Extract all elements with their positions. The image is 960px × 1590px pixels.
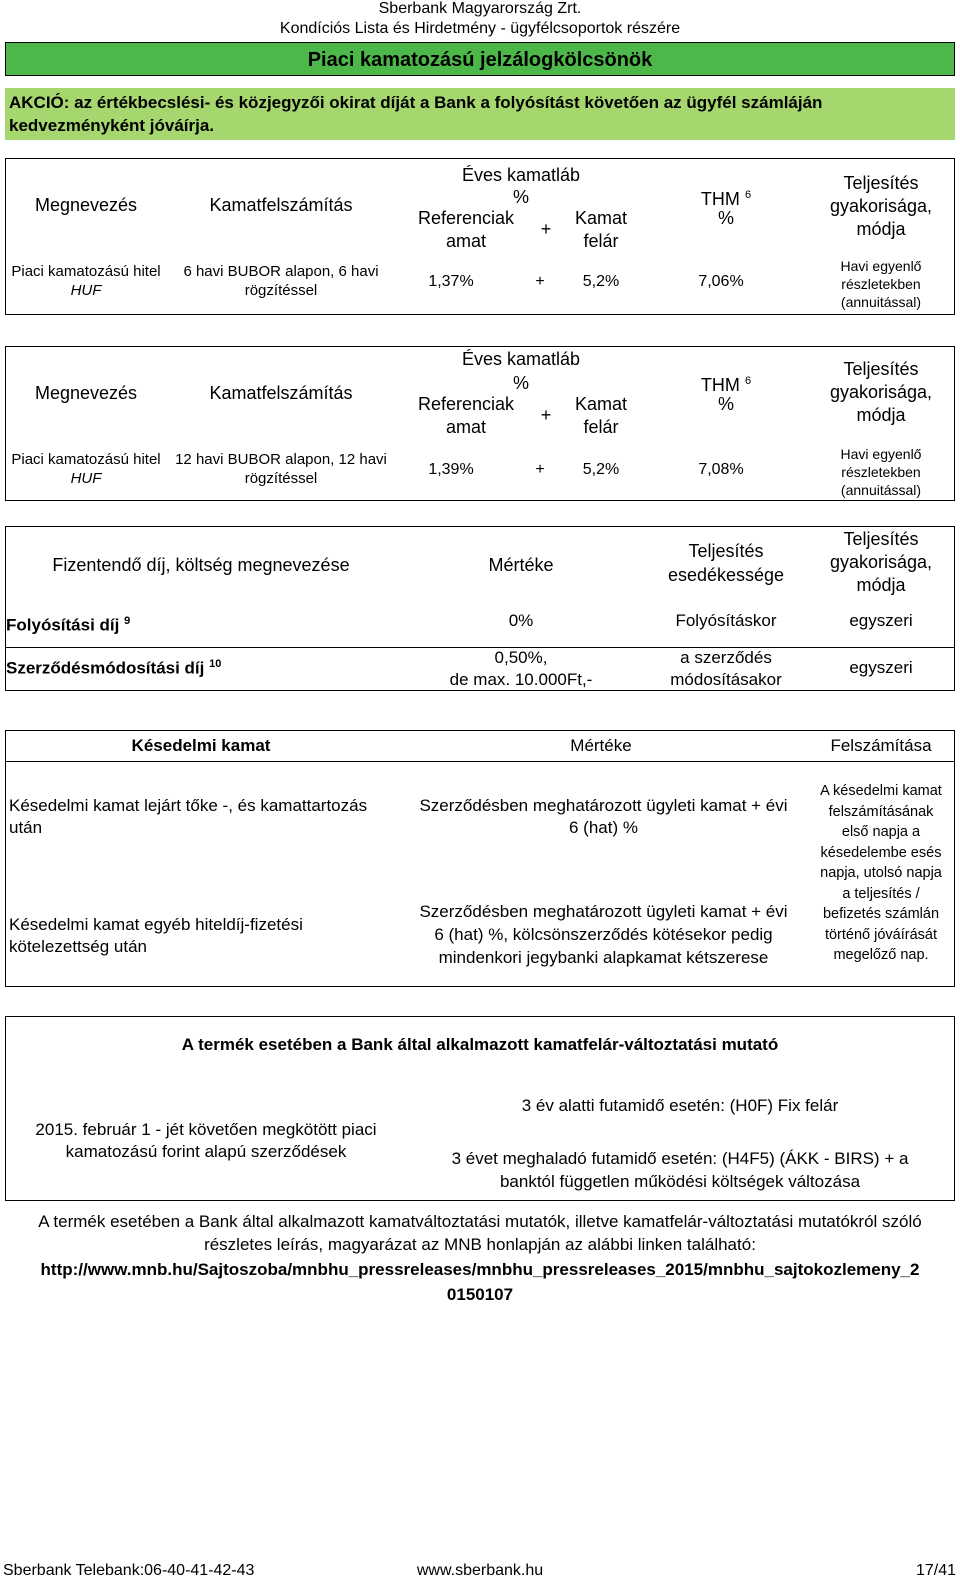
fee-due: a szerződés [680, 648, 772, 667]
header-fulfil-1: Teljesítés [843, 173, 919, 193]
document-subtitle: Kondíciós Lista és Hirdetmény - ügyfélcsoportok részére [279, 20, 681, 37]
late-calc-line: késedelembe esés [820, 844, 942, 861]
fees-header-freq-1: Teljesítés [843, 529, 919, 549]
fee-amount-cap: de max. 10.000Ft,- [449, 670, 593, 689]
header-thm: THM [700, 189, 740, 209]
late-calc-line: megelőző nap. [833, 947, 929, 963]
late-calc-line: napja, utolsó napja [820, 865, 942, 881]
calc-method-2: rögzítéssel [244, 282, 318, 299]
header-percent: % [512, 373, 529, 393]
late-row-2-amount-3: mindenkori jegybanki alapkamat kétszerese [438, 948, 769, 967]
company-name: Sberbank Magyarország Zrt. [378, 0, 582, 17]
fulfil-value-3: (annuitással) [840, 294, 922, 310]
indicator-title: A termék esetében a Bank által alkalmazott kamatfelár-változtatási mutató [181, 1035, 779, 1054]
thm-value: 7,06% [698, 273, 744, 290]
margin-value: 5,2% [582, 461, 620, 478]
ref-rate-value: 1,39% [428, 461, 474, 478]
indicator-right-1: 3 év alatti futamidő esetén: (H0F) Fix felár [521, 1096, 839, 1115]
fees-header-due-1: Teljesítés [688, 541, 764, 561]
late-header-amount: Mértéke [570, 736, 632, 755]
header-margin-1: Kamat [574, 208, 628, 228]
header-thm: THM [700, 375, 740, 395]
indicator-left-1: 2015. február 1 - jét követően megkötött piaci [35, 1120, 377, 1139]
late-calc-line: befizetés számlán [822, 906, 940, 922]
header-fulfil-3: módja [856, 405, 906, 425]
footnote-line-1: A termék esetében a Bank által alkalmazott kamatváltoztatási mutatók, illetve kamatfelár-változtatási mutatókról szóló [38, 1212, 922, 1231]
header-calc: Kamatfelszámítás [209, 195, 353, 215]
header-plus: + [540, 219, 552, 239]
footer-web[interactable]: www.sberbank.hu [416, 1562, 544, 1579]
header-thm-note: 6 [744, 189, 752, 201]
header-ref-rate-2: amat [445, 417, 487, 437]
product-currency: HUF [70, 282, 102, 299]
late-row-1-amount-2: 6 (hat) % [569, 818, 638, 837]
late-calc-line: felszámításának [828, 803, 934, 820]
section-title: Piaci kamatozású jelzálogkölcsönök [307, 49, 653, 71]
late-header-calc: Felszámítása [830, 736, 932, 755]
promo-line-2: kedvezményként jóváírja. [9, 116, 215, 135]
header-thm-percent: % [717, 394, 734, 414]
late-calc-line: első napja a [841, 824, 921, 840]
late-calc-line: A késedelmi kamat [820, 783, 942, 799]
header-fulfil-2: gyakorisága, [829, 196, 933, 216]
fulfil-value-1: Havi egyenlő [840, 446, 922, 462]
fees-header-freq-3: módja [856, 575, 906, 595]
promo-line-1: AKCIÓ: az értékbecslési- és közjegyzői okirat díját a Bank a folyósítást követően az ügyfél számláján [9, 93, 823, 112]
fees-header-due-2: esedékessége [667, 565, 785, 585]
late-calc-text [806, 781, 956, 966]
header-ref-rate-2: amat [445, 231, 487, 251]
fees-header-amount: Mértéke [488, 555, 554, 575]
footnote-line-2: részletes leírás, magyarázat az MNB honlapján az alábbi linken található: [204, 1235, 756, 1254]
header-calc: Kamatfelszámítás [209, 383, 353, 403]
indicator-right-2: 3 évet meghaladó futamidő esetén: (H4F5) (ÁKK - BIRS) + a [451, 1149, 909, 1168]
mnb-link-1[interactable]: http://www.mnb.hu/Sajtoszoba/mnbhu_pressreleases/mnbhu_pressreleases_2015/mnbhu_sajtokozlemeny_2 [40, 1260, 920, 1279]
footer-phone: Sberbank Telebank:06-40-41-42-43 [3, 1562, 255, 1579]
fee-amount: 0% [508, 611, 534, 630]
late-row-2-amount-1: Szerződésben meghatározott ügyleti kamat + évi [419, 902, 788, 921]
late-row-1-amount-1: Szerződésben meghatározott ügyleti kamat + évi [419, 796, 788, 815]
promo-banner [5, 88, 955, 140]
header-thm-note: 6 [744, 375, 752, 387]
fulfil-value-1: Havi egyenlő [840, 258, 922, 274]
calc-method-1: 12 havi BUBOR alapon, 12 havi [175, 451, 387, 468]
section-title-bar [5, 42, 955, 76]
header-thm-percent: % [717, 208, 734, 228]
product-currency: HUF [70, 470, 102, 487]
header-name: Megnevezés [34, 383, 138, 403]
fulfil-value-2: részletekben [841, 276, 921, 292]
header-fulfil-3: módja [856, 219, 906, 239]
late-row-1-name-1: Késedelmi kamat lejárt tőke -, és kamattartozás [9, 796, 368, 815]
late-row-2-amount-2: 6 (hat) %, kölcsönszerződés kötésekor pedig [434, 925, 773, 944]
header-name: Megnevezés [34, 195, 138, 215]
rate-table-12m [5, 346, 955, 501]
product-name-1: Piaci kamatozású hitel [11, 451, 161, 468]
header-margin-2: felár [583, 231, 619, 251]
fee-frequency: egyszeri [849, 611, 913, 630]
late-header-divider [6, 761, 954, 762]
calc-method-2: rögzítéssel [244, 470, 318, 487]
thm-value: 7,08% [698, 461, 744, 478]
ref-rate-value: 1,37% [428, 273, 474, 290]
fee-note: 10 [209, 658, 222, 670]
fees-header-name: Fizentendő díj, költség megnevezése [52, 555, 350, 575]
fulfil-value-3: (annuitással) [840, 482, 922, 498]
header-fulfil-1: Teljesítés [843, 359, 919, 379]
margin-indicator-table [5, 1016, 955, 1201]
fee-due: Folyósításkor [675, 611, 777, 630]
fee-name: Folyósítási díj [6, 615, 120, 635]
late-row-2-name-1: Késedelmi kamat egyéb hiteldíj-fizetési [9, 915, 303, 934]
fee-note: 9 [124, 615, 131, 627]
header-ref-rate-1: Referenciak [417, 208, 515, 228]
header-ref-rate-1: Referenciak [417, 394, 515, 414]
header-fulfil-2: gyakorisága, [829, 382, 933, 402]
calc-method-1: 6 havi BUBOR alapon, 6 havi [183, 263, 379, 280]
indicator-left-2: kamatozású forint alapú szerződések [65, 1142, 347, 1161]
header-annual-rate: Éves kamatláb [461, 349, 581, 369]
fee-frequency: egyszeri [849, 658, 913, 677]
header-plus: + [540, 405, 552, 425]
plus-sign: + [535, 461, 545, 478]
rate-table-6m [5, 158, 955, 315]
late-row-1-name-2: után [9, 818, 43, 837]
fee-name: Szerződésmódosítási díj [6, 658, 205, 678]
late-calc-line: történő jóváírását [824, 926, 938, 943]
footer-page-number: 17/41 [915, 1562, 956, 1579]
late-row-2-name-2: kötelezettség után [9, 937, 147, 956]
margin-value: 5,2% [582, 273, 620, 290]
late-header-name: Késedelmi kamat [131, 736, 271, 755]
fees-table [5, 526, 955, 691]
fees-header-freq-2: gyakorisága, [829, 552, 933, 572]
fee-amount: 0,50%, [494, 648, 548, 667]
header-margin-2: felár [583, 417, 619, 437]
product-name-1: Piaci kamatozású hitel [11, 263, 161, 280]
fulfil-value-2: részletekben [841, 464, 921, 480]
header-margin-1: Kamat [574, 394, 628, 414]
late-calc-line: a teljesítés / [842, 885, 920, 902]
fee-due-2: módosításakor [670, 670, 782, 689]
indicator-right-3: banktól független működési költségek változása [499, 1172, 861, 1191]
plus-sign: + [535, 273, 545, 290]
header-annual-rate: Éves kamatláb [461, 165, 581, 185]
header-percent: % [512, 187, 529, 207]
late-interest-table [5, 730, 955, 987]
mnb-link-2[interactable]: 0150107 [446, 1285, 514, 1304]
